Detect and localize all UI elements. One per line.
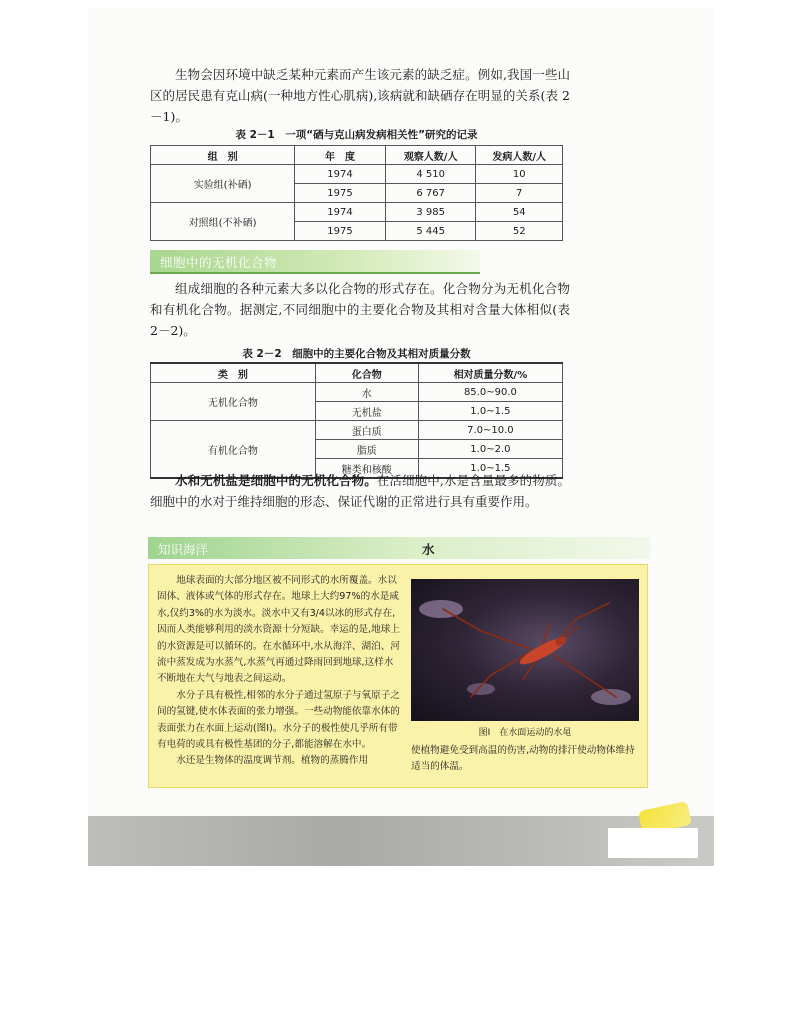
table1-group-control: 对照组(不补硒) xyxy=(151,203,295,241)
table2-caption: 表 2－2 细胞中的主要化合物及其相对质量分数 xyxy=(242,348,471,360)
table1-header-observed: 观察人数/人 xyxy=(385,146,476,165)
table-row xyxy=(151,383,563,402)
table-cell: 85.0~90.0 xyxy=(418,383,562,402)
table-cell: 7.0~10.0 xyxy=(418,421,562,440)
section-heading xyxy=(150,250,480,274)
knowledge-paragraph-2: 水分子具有极性,相邻的水分子通过氢原子与氧原子之间的氢键,使水体表面的张力增强。一些动物能依靠水体的表面张力在水面上运动(图Ⅰ)。水分子的极性使几乎所有带有电荷的或具有极性基团的分子,都能溶解在水中。 xyxy=(157,689,400,751)
knowledge-heading xyxy=(148,537,650,559)
table-cell: 糖类和核酸 xyxy=(315,459,418,479)
table2-header-compound: 化合物 xyxy=(315,363,418,383)
table2-header-category: 类 别 xyxy=(151,363,316,383)
knowledge-label: 知识海洋 xyxy=(158,542,209,557)
knowledge-continuation: 使植物避免受到高温的伤害,动物的排汗使动物体维持适当的体温。 xyxy=(411,745,635,773)
table-cell: 52 xyxy=(476,222,563,241)
selenium-table xyxy=(150,145,563,241)
compounds-paragraph: 组成细胞的各种元素大多以化合物的形式存在。化合物分为无机化合物和有机化合物。据测定,不同细胞中的主要化合物及其相对含量大体相似(表 2－2)。 xyxy=(150,281,570,338)
intro-paragraph: 生物会因环境中缺乏某种元素而产生该元素的缺乏症。例如,我国一些山区的居民患有克山病(一种地方性心肌病),该病就和缺硒存在明显的关系(表 2－1)。 xyxy=(150,67,570,124)
table1-header-year: 年 度 xyxy=(295,146,386,165)
water-strider-photo xyxy=(411,579,639,721)
table-row xyxy=(151,421,563,440)
table-cell: 1974 xyxy=(295,203,386,222)
table1-header-row xyxy=(151,146,563,165)
table1-caption: 表 2－1 一项“硒与克山病发病相关性”研究的记录 xyxy=(235,129,478,141)
table1-group-experimental: 实验组(补硒) xyxy=(151,165,295,203)
bold-statement: 水和无机盐是细胞中的无机化合物。 xyxy=(175,473,377,488)
table-row xyxy=(151,203,563,222)
table2-header-row xyxy=(151,363,563,383)
knowledge-paragraph-1: 地球表面的大部分地区被不同形式的水所覆盖。水以固体、液体或气体的形式存在。地球上大约97%的水是咸水,仅约3%的水为淡水。淡水中又有3/4以冰的形式存在,因而人类能够利用的淡水资源十分短缺。幸运的是,地球上的水资源是可以循环的。在水循环中,水从海洋、湖泊、河流中蒸发成为水蒸气,水蒸气再通过降雨回到地球,这样水不断地在大气与地表之间运动。 xyxy=(157,575,400,685)
table-cell: 54 xyxy=(476,203,563,222)
table-cell: 5 445 xyxy=(385,222,476,241)
water-strider-illustration xyxy=(411,579,639,721)
table-cell: 4 510 xyxy=(385,165,476,184)
table2-group-organic: 有机化合物 xyxy=(151,421,316,479)
table-cell: 脂质 xyxy=(315,440,418,459)
table-cell: 6 767 xyxy=(385,184,476,203)
table1-header-group: 组 别 xyxy=(151,146,295,165)
section-title: 细胞中的无机化合物 xyxy=(160,255,278,270)
table2-header-fraction: 相对质量分数/% xyxy=(418,363,562,383)
table-cell: 蛋白质 xyxy=(315,421,418,440)
table-cell: 7 xyxy=(476,184,563,203)
table-row xyxy=(151,165,563,184)
table-cell: 10 xyxy=(476,165,563,184)
table-cell: 1974 xyxy=(295,165,386,184)
knowledge-box xyxy=(148,564,648,788)
table-cell: 水 xyxy=(315,383,418,402)
table1-header-cases: 发病人数/人 xyxy=(476,146,563,165)
table-cell: 1975 xyxy=(295,184,386,203)
table-cell: 1.0~1.5 xyxy=(418,459,562,479)
white-label xyxy=(608,828,698,858)
table-cell: 无机盐 xyxy=(315,402,418,421)
figure-caption: 图Ⅰ 在水面运动的水黾 xyxy=(478,728,572,738)
table-cell: 1975 xyxy=(295,222,386,241)
table-cell: 1.0~2.0 xyxy=(418,440,562,459)
compounds-table xyxy=(150,362,563,479)
table2-group-inorganic: 无机化合物 xyxy=(151,383,316,421)
knowledge-title: 水 xyxy=(422,542,435,557)
paragraph-continuation: 在活细胞中,水是含量最多的物质。细胞中的水对于维持细胞的形态、保证代谢的正常进行具有重要作用。 xyxy=(150,473,570,509)
table-cell: 3 985 xyxy=(385,203,476,222)
water-salt-paragraph xyxy=(150,470,570,512)
knowledge-paragraph-3: 水还是生物体的温度调节剂。植物的蒸腾作用 xyxy=(176,755,369,767)
table-cell: 1.0~1.5 xyxy=(418,402,562,421)
knowledge-text xyxy=(157,573,401,770)
